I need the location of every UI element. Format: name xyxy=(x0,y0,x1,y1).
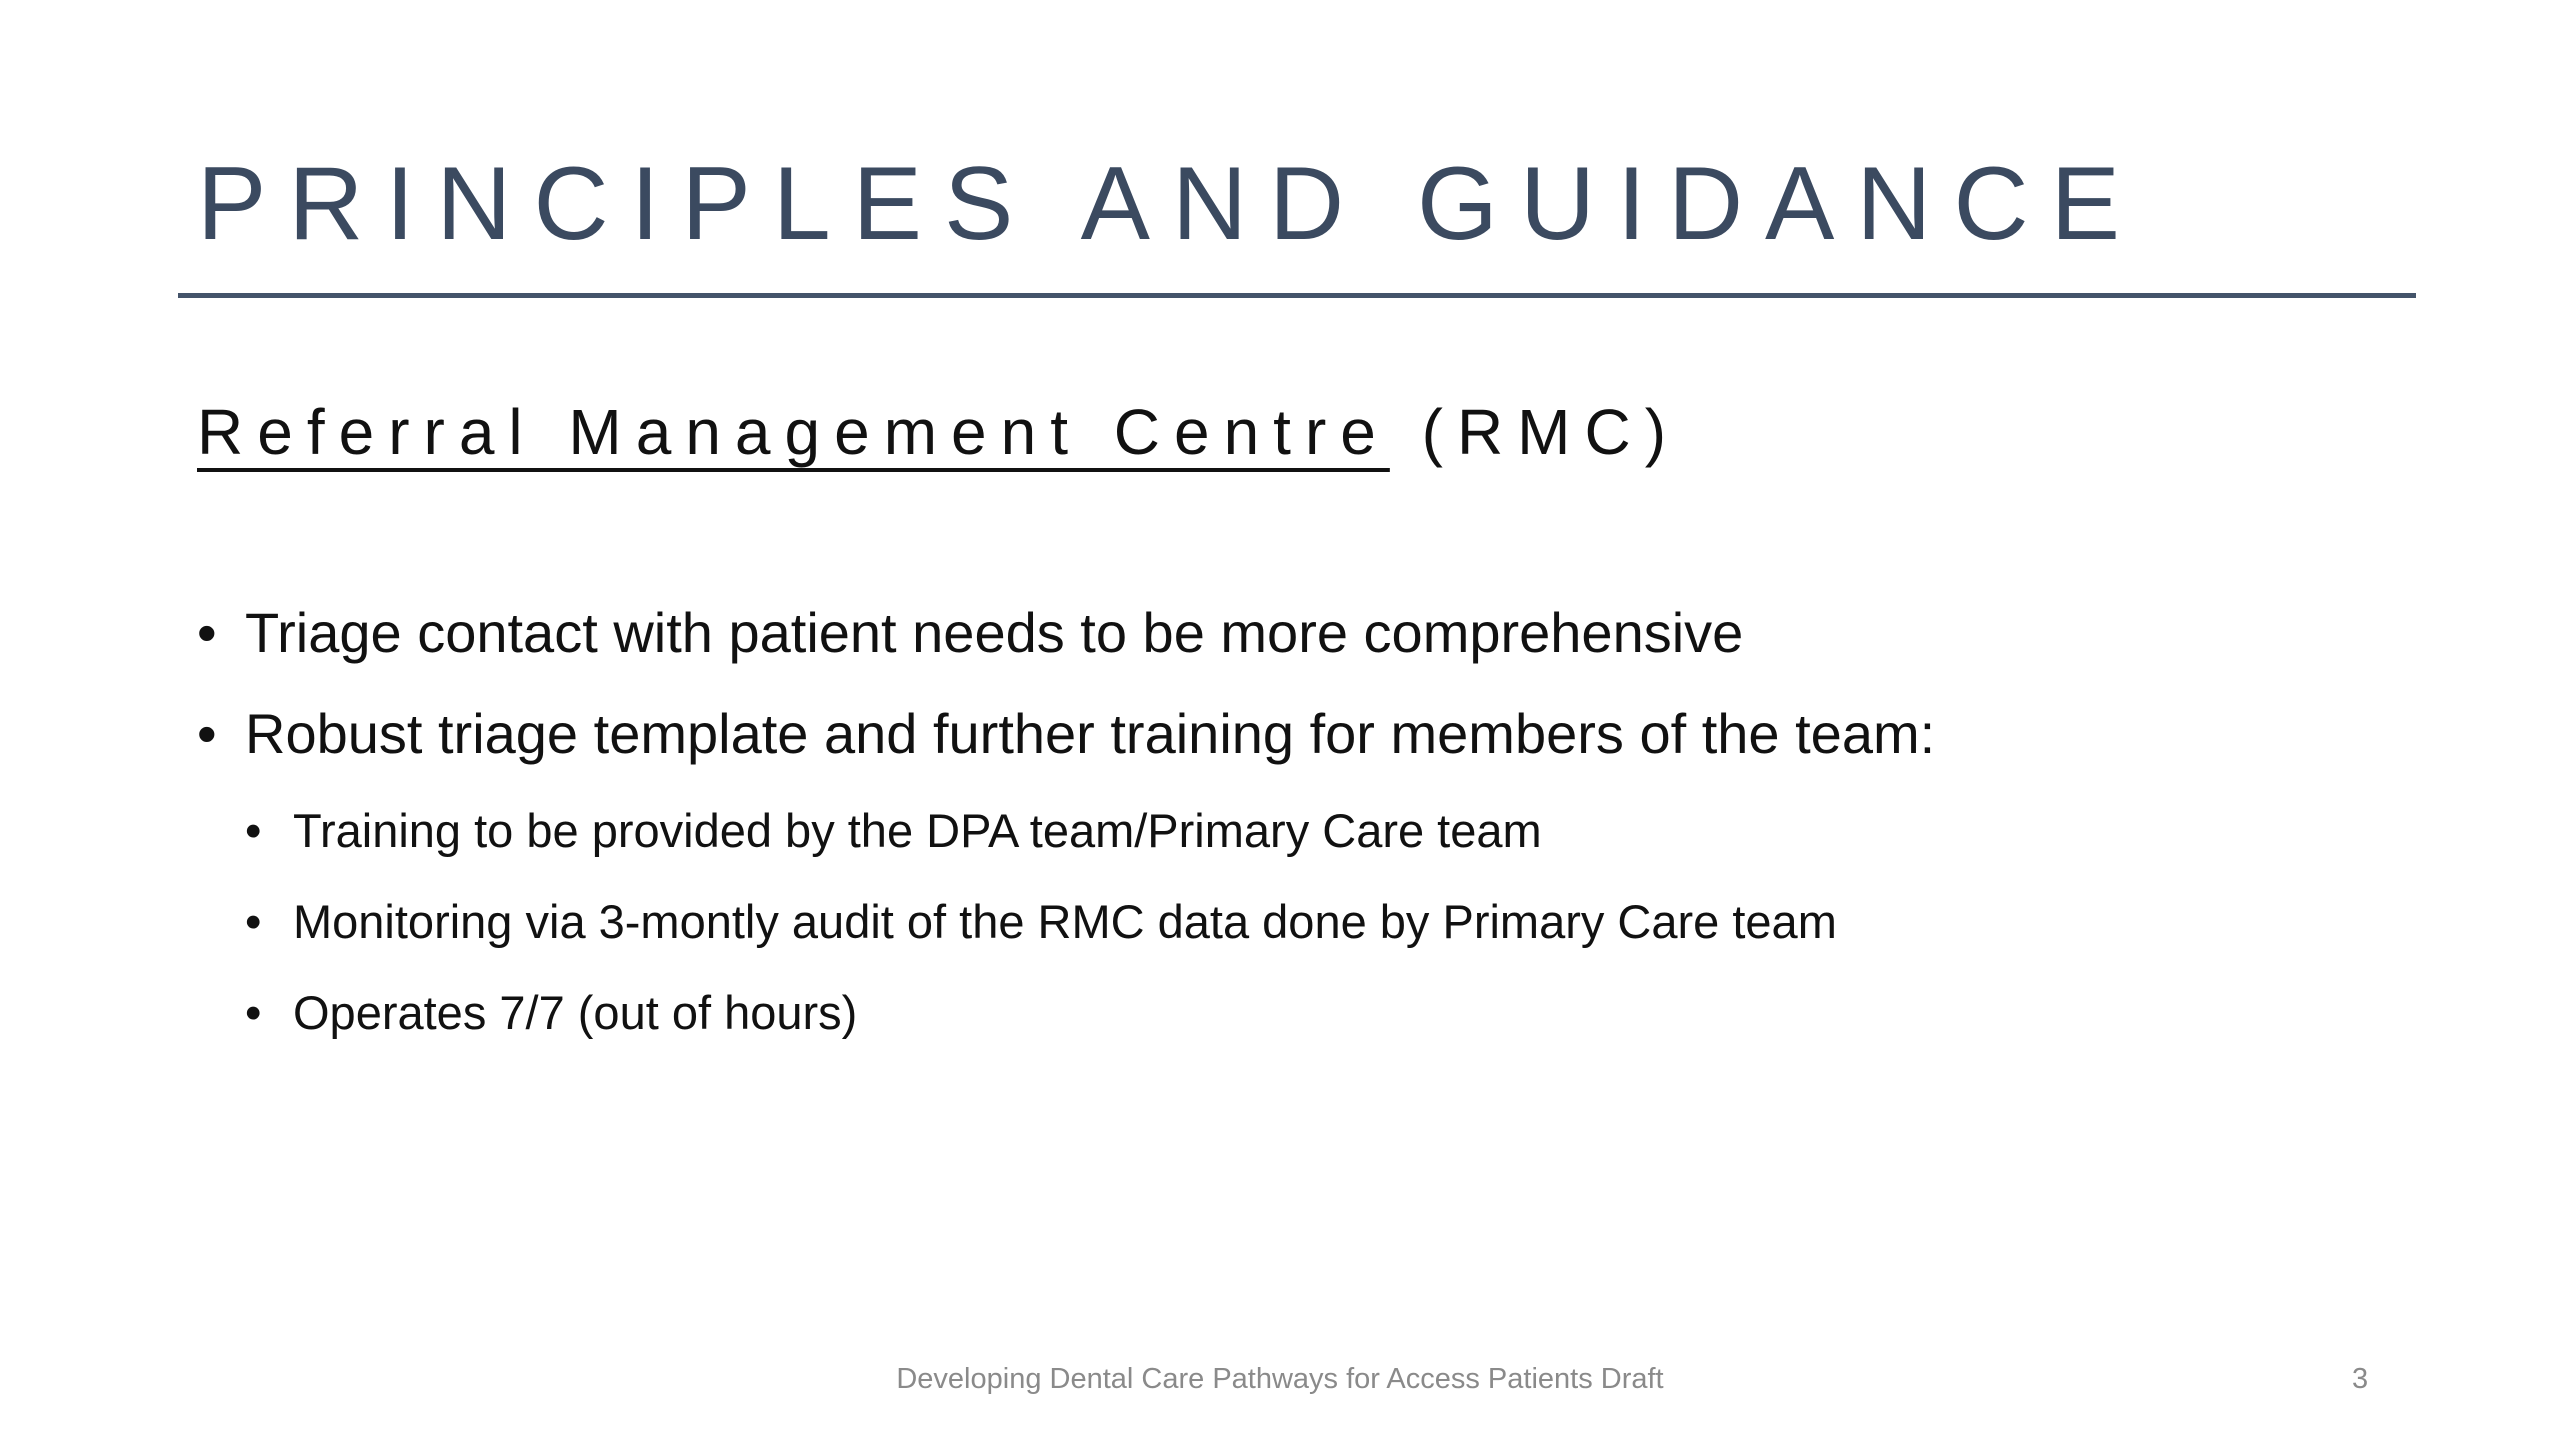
bullet-icon: • xyxy=(197,601,217,664)
slide-title: PRINCIPLES AND GUIDANCE xyxy=(197,146,2142,262)
title-divider xyxy=(178,293,2416,298)
bullet-text: Monitoring via 3-montly audit of the RMC data done by Primary Care team xyxy=(293,895,1837,948)
bullet-text: Triage contact with patient needs to be more comprehensive xyxy=(245,601,1744,664)
sub-bullet-item xyxy=(197,804,2397,857)
subtitle-underlined-text: Referral Management Centre xyxy=(197,396,1390,468)
bullet-text: Robust triage template and further training for members of the team: xyxy=(245,702,1936,765)
slide-footer: Developing Dental Care Pathways for Access Patients Draft xyxy=(896,1363,1664,1395)
bullet-icon: • xyxy=(245,986,262,1039)
bullet-item xyxy=(197,702,2397,765)
bullet-list xyxy=(197,601,2397,1080)
sub-bullet-item xyxy=(197,986,2397,1039)
bullet-text: Training to be provided by the DPA team/Primary Care team xyxy=(293,804,1542,857)
slide-subtitle xyxy=(197,396,1680,468)
sub-bullet-item xyxy=(197,895,2397,948)
subtitle-acronym: (RMC) xyxy=(1389,396,1680,468)
bullet-item xyxy=(197,601,2397,664)
bullet-icon: • xyxy=(197,702,217,765)
bullet-icon: • xyxy=(245,895,262,948)
bullet-icon: • xyxy=(245,804,262,857)
page-number: 3 xyxy=(2352,1363,2369,1395)
bullet-text: Operates 7/7 (out of hours) xyxy=(293,986,858,1039)
